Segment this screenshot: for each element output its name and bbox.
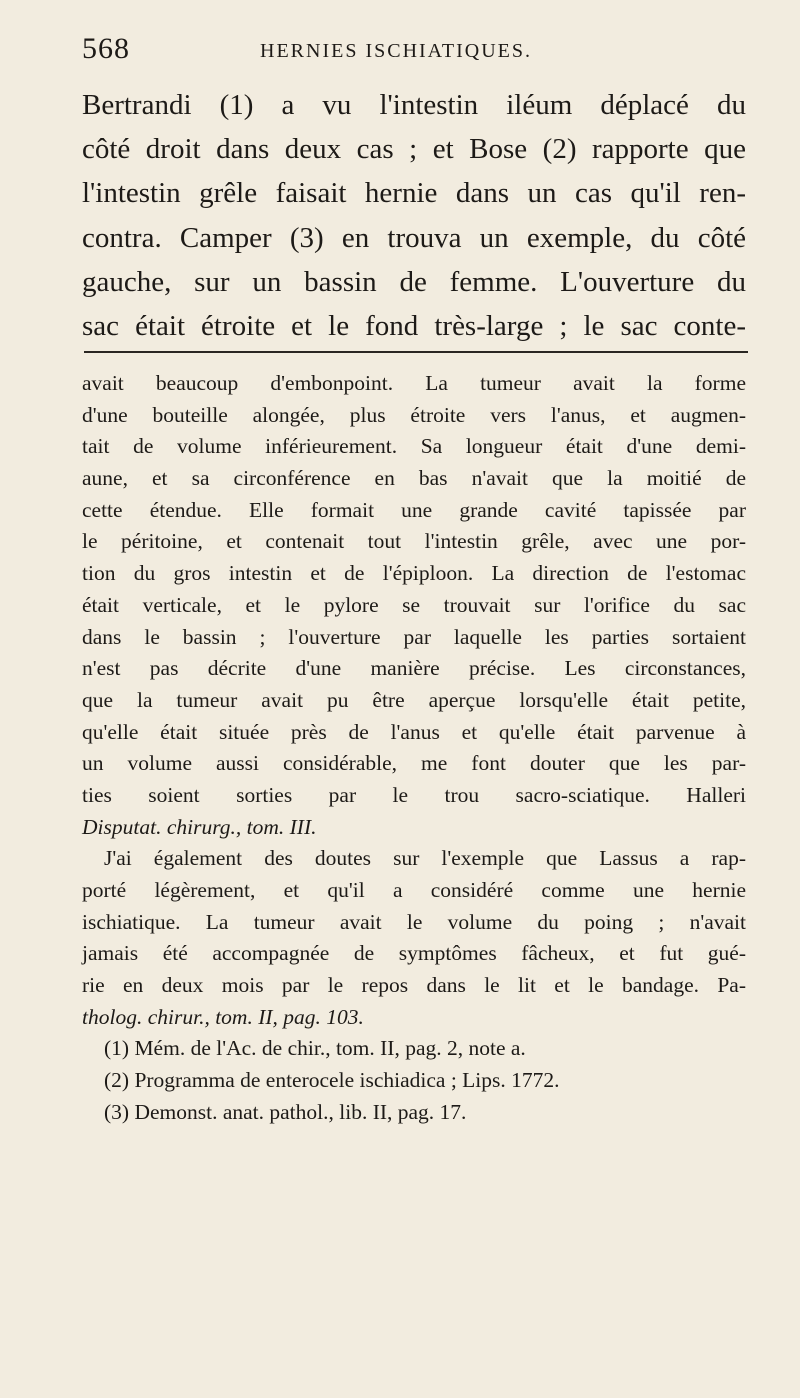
note-line: Disputat. chirurg., tom. III. xyxy=(82,814,317,839)
page-number: 568 xyxy=(82,32,130,65)
note-line: tion du gros intestin et de l'épiploon. La direction de l'estomac xyxy=(82,561,746,586)
page-header xyxy=(82,26,742,66)
body-line: côté droit dans deux cas ; et Bose (2) rapporte que xyxy=(82,133,746,166)
note-line: jamais été accompagnée de symptômes fâcheux, et fut gué- xyxy=(82,941,746,966)
running-head: HERNIES ISCHIATIQUES. xyxy=(260,40,532,62)
body-line: contra. Camper (3) en trouva un exemple, du côté xyxy=(82,221,746,254)
footnote-divider xyxy=(84,351,748,353)
note-line: avait beaucoup d'embonpoint. La tumeur avait la forme xyxy=(82,371,746,395)
note-line: le péritoine, et contenait tout l'intestin grêle, avec une por- xyxy=(82,529,746,554)
note-line: que la tumeur avait pu être aperçue lorsqu'elle était petite, xyxy=(82,687,746,712)
note-line: ischiatique. La tumeur avait le volume du poing ; n'avait xyxy=(82,909,746,934)
note-line: était verticale, et le pylore se trouvait sur l'orifice du sac xyxy=(82,592,746,617)
footnote-1: (1) Mém. de l'Ac. de chir., tom. II, pag. 2, note a. xyxy=(104,1036,526,1061)
body-line: l'intestin grêle faisait hernie dans un cas qu'il ren- xyxy=(82,177,746,210)
note-line: n'est pas décrite d'une manière précise. Les circonstances, xyxy=(82,656,746,681)
note-line: qu'elle était située près de l'anus et qu'elle était parvenue à xyxy=(82,719,746,744)
footnote-text xyxy=(82,368,746,1129)
note-line: dans le bassin ; l'ouverture par laquelle les parties sortaient xyxy=(82,624,746,649)
note-line: aune, et sa circonférence en bas n'avait que la moitié de xyxy=(82,466,746,491)
note-line: d'une bouteille alongée, plus étroite vers l'anus, et augmen- xyxy=(82,402,746,427)
note-line: J'ai également des doutes sur l'exemple que Lassus a rap- xyxy=(104,846,746,871)
body-line: sac était étroite et le fond très-large ; le sac conte- xyxy=(82,309,746,342)
footnote-3: (3) Demonst. anat. pathol., lib. II, pag. 17. xyxy=(104,1099,467,1124)
note-line: cette étendue. Elle formait une grande cavité tapissée par xyxy=(82,497,746,522)
note-line: un volume aussi considérable, me font douter que les par- xyxy=(82,751,746,776)
note-line: porté légèrement, et qu'il a considéré comme une hernie xyxy=(82,878,746,902)
note-line: rie en deux mois par le repos dans le lit et le bandage. Pa- xyxy=(82,973,746,998)
note-line: ties soient sorties par le trou sacro-sciatique. Halleri xyxy=(82,782,746,807)
footnote-2: (2) Programma de enterocele ischiadica ; Lips. 1772. xyxy=(104,1068,560,1093)
note-line: tait de volume inférieurement. Sa longueur était d'une demi- xyxy=(82,434,746,459)
main-body-text xyxy=(82,83,746,348)
note-line: tholog. chirur., tom. II, pag. 103. xyxy=(82,1004,364,1029)
body-line: Bertrandi (1) a vu l'intestin iléum déplacé du xyxy=(82,89,746,121)
body-line: gauche, sur un bassin de femme. L'ouverture du xyxy=(82,265,746,298)
